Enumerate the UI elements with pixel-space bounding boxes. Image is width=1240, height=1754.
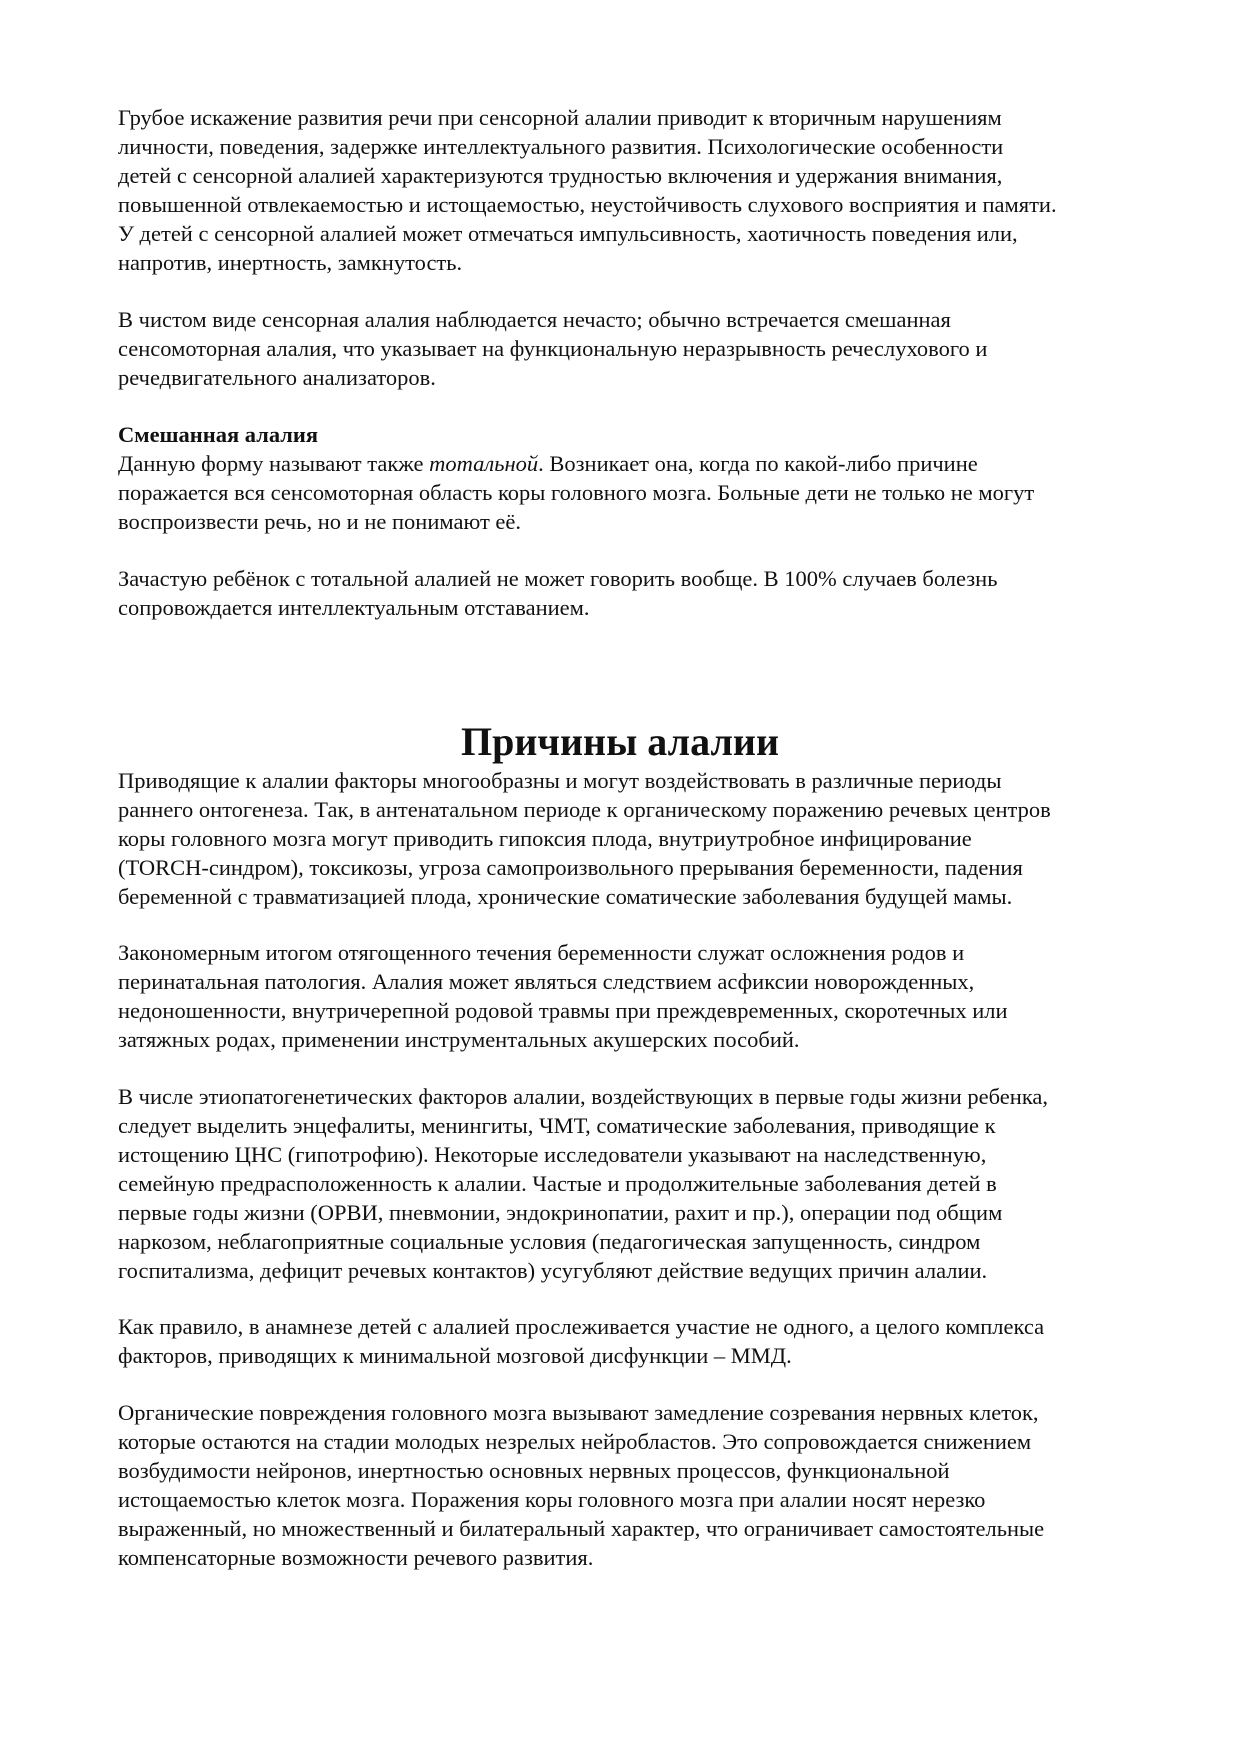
paragraph-causes-mmd: [118, 1312, 1178, 1370]
paragraph-total-alalia: [118, 564, 1178, 622]
text-line: напротив, инертность, замкнутость.: [118, 250, 463, 275]
text-line: речедвигательного анализаторов.: [118, 365, 436, 390]
text-line: истощаемостью клеток мозга. Поражения коры головного мозга при алалии носят нерезко: [118, 1487, 986, 1512]
text-line: Зачастую ребёнок с тотальной алалией не может говорить вообще. В 100% случаев болезнь: [118, 566, 998, 591]
text-line: недоношенности, внутричерепной родовой травмы при преждевременных, скоротечных или: [118, 998, 1008, 1023]
heading-causes-of-alalia: Причины алалии: [461, 719, 779, 764]
text-line: истощению ЦНС (гипотрофию). Некоторые исследователи указывают на наследственную,: [118, 1142, 987, 1167]
text-line: Закономерным итогом отягощенного течения беременности служат осложнения родов и: [118, 940, 965, 965]
text-line: детей с сенсорной алалией характеризуются трудностью включения и удержания внимания,: [118, 163, 1003, 188]
paragraph-sensory-alalia-consequences: [118, 103, 1178, 277]
text-line: В чистом виде сенсорная алалия наблюдается нечасто; обычно встречается смешанная: [118, 307, 951, 332]
text-line: [118, 449, 1178, 478]
paragraph-pure-sensory-alalia: [118, 305, 1178, 392]
text-line: семейную предрасположенность к алалии. Частые и продолжительные заболевания детей в: [118, 1171, 997, 1196]
text-line: (TORCH-синдром), токсикозы, угроза самопроизвольного прерывания беременности, падения: [118, 855, 1023, 880]
text-line: повышенной отвлекаемостью и истощаемостью, неустойчивость слухового восприятия и памяти.: [118, 192, 1057, 217]
text-line: факторов, приводящих к минимальной мозговой дисфункции – ММД.: [118, 1343, 792, 1368]
text-line: Грубое искажение развития речи при сенсорной алалии приводит к вторичным нарушениям: [118, 105, 1002, 130]
text-line: личности, поведения, задержке интеллектуального развития. Психологические особенности: [118, 134, 1004, 159]
paragraph-causes-perinatal: [118, 938, 1178, 1054]
text-line: первые годы жизни (ОРВИ, пневмонии, эндокринопатии, рахит и пр.), операции под общим: [118, 1200, 1003, 1225]
text-line: воспроизвести речь, но и не понимают её.: [118, 509, 522, 534]
text-line: коры головного мозга могут приводить гипоксия плода, внутриутробное инфицирование: [118, 826, 972, 851]
text-line: компенсаторные возможности речевого развития.: [118, 1545, 594, 1570]
emphasis-term: тотальной: [429, 451, 539, 476]
text-fragment: Данную форму называют также: [118, 451, 430, 476]
text-line: следует выделить энцефалиты, менингиты, ЧМТ, соматические заболевания, приводящие к: [118, 1113, 996, 1138]
text-line: поражается вся сенсомоторная область коры головного мозга. Больные дети не только не могут: [118, 480, 1035, 505]
text-line: перинатальная патология. Алалия может являться следствием асфиксии новорожденных,: [118, 969, 975, 994]
paragraph-causes-early-years: [118, 1082, 1178, 1285]
text-line: затяжных родах, применении инструментальных акушерских пособий.: [118, 1027, 800, 1052]
paragraph-causes-organic-damage: [118, 1398, 1178, 1572]
text-line: госпитализма, дефицит речевых контактов) усугубляют действие ведущих причин алалии.: [118, 1258, 988, 1283]
text-line: У детей с сенсорной алалией может отмечаться импульсивность, хаотичность поведения или,: [118, 221, 1018, 246]
section-mixed-alalia: [118, 420, 1178, 536]
text-line: Приводящие к алалии факторы многообразны и могут воздействовать в различные периоды: [118, 768, 1002, 793]
text-line: выраженный, но множественный и билатеральный характер, что ограничивает самостоятельные: [118, 1516, 1045, 1541]
text-line: Органические повреждения головного мозга вызывают замедление созревания нервных клеток,: [118, 1400, 1039, 1425]
text-line: В числе этиопатогенетических факторов алалии, воздействующих в первые годы жизни ребенка,: [118, 1084, 1049, 1109]
text-line: раннего онтогенеза. Так, в антенатальном периоде к органическому поражению речевых центров: [118, 797, 1051, 822]
text-line: возбудимости нейронов, инертностью основных нервных процессов, функциональной: [118, 1458, 950, 1483]
text-line: Как правило, в анамнезе детей с алалией прослеживается участие не одного, а целого комплекса: [118, 1314, 1045, 1339]
text-line: наркозом, неблагоприятные социальные условия (педагогическая запущенность, синдром: [118, 1229, 981, 1254]
subheading-mixed-alalia: Смешанная алалия: [118, 422, 319, 447]
paragraph-causes-antenatal: [118, 766, 1178, 911]
text-line: которые остаются на стадии молодых незрелых нейробластов. Это сопровождается снижением: [118, 1429, 1032, 1454]
text-fragment: . Возникает она, когда по какой-либо причине: [538, 451, 978, 476]
text-line: сенсомоторная алалия, что указывает на функциональную неразрывность речеслухового и: [118, 336, 988, 361]
text-line: сопровождается интеллектуальным отставанием.: [118, 595, 590, 620]
text-line: беременной с травматизацией плода, хронические соматические заболевания будущей мамы.: [118, 884, 1013, 909]
